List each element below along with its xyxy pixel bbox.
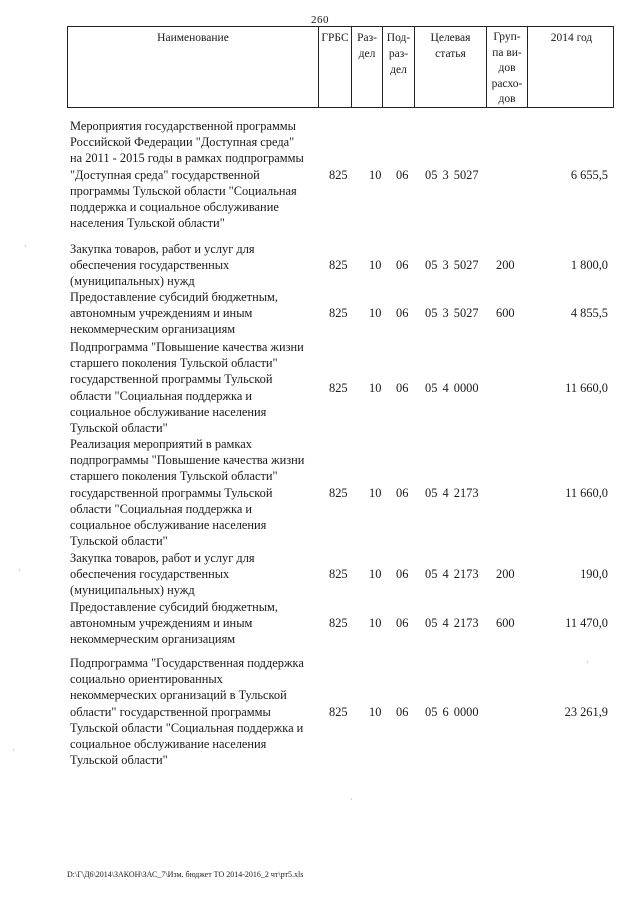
row-name-line: автономным учреждениям и иным [70,616,253,631]
row-name-line: социальное обслуживание населения [70,518,267,533]
grbs-cell: 825 [329,306,348,321]
header-podrazdel [382,27,414,107]
row-name-line: Российской Федерации "Доступная среда" [70,135,295,150]
row-name-line: (муниципальных) нужд [70,583,195,598]
row-name [70,655,318,768]
row-name-line: некоммерческих организаций в Тульской [70,688,287,703]
target-article-cell: 05 4 2173 [425,567,479,582]
row-name-line: населения Тульской области" [70,216,225,231]
razdel-cell: 10 [369,704,382,719]
header-year [527,27,615,107]
table-row [67,241,614,290]
header-grbs [318,27,351,107]
row-name [70,339,318,436]
row-name [70,550,318,599]
file-path-footer: D:\Г\Д6\2014\ЗАКОН\ЗАС_7\Изм. бюджет ТО 2014-2016_2 чт\рт5.xls [67,870,304,879]
header-target [414,27,486,107]
amount-cell: 11 470,0 [565,616,608,631]
header-podrazdel-line: Под- [386,32,411,44]
row-name-line: Закупка товаров, работ и услуг для [70,551,255,565]
row-name [70,436,318,549]
target-article-cell: 05 3 5027 [425,306,479,321]
table-row [67,436,614,549]
podrazdel-cell: 06 [396,485,409,500]
razdel-cell: 10 [369,616,382,631]
header-vid-line: расхо- [491,77,523,90]
podrazdel-cell: 06 [396,258,409,273]
header-razdel-line: дел [358,48,376,60]
header-razdel-line: Раз- [357,32,377,44]
table-row [67,289,614,338]
header-year-label: 2014 год [550,32,593,44]
expense-type-cell: 600 [496,616,515,631]
row-name-line: социальное обслуживание населения [70,404,267,419]
row-name-line: Реализация мероприятий в рамках [70,437,252,451]
amount-cell: 190,0 [580,567,608,582]
header-target-line: статья [435,48,466,60]
row-name-line: подпрограммы "Повышение качества жизни [70,453,305,468]
row-name-line: области "Социальная поддержка и [70,388,253,403]
amount-cell: 23 261,9 [564,704,608,719]
row-name-line: Предоставление субсидий бюджетным, [70,290,278,304]
header-name [68,27,318,107]
grbs-cell: 825 [329,485,348,500]
amount-cell: 11 660,0 [565,380,608,395]
razdel-cell: 10 [369,485,382,500]
expense-type-cell: 600 [496,306,515,321]
row-name-line: Подпрограмма "Повышение качества жизни [70,340,304,354]
row-name-line: области "Социальная поддержка и [70,501,253,516]
scan-speck: · [12,746,15,755]
podrazdel-cell: 06 [396,306,409,321]
target-article-cell: 05 4 2173 [425,485,479,500]
amount-cell: 4 855,5 [570,306,608,321]
row-name-line: социально ориентированных [70,672,223,687]
scan-speck: · [586,658,589,667]
row-name-line: Мероприятия государственной программы [70,119,296,133]
scan-speck: · [350,795,353,804]
header-podrazdel-line: дел [390,64,407,76]
grbs-cell: 825 [329,616,348,631]
target-article-cell: 05 4 2173 [425,616,479,631]
header-grbs-label: ГРБС [321,32,349,44]
row-name-line: социальное обслуживание населения [70,737,267,752]
grbs-cell: 825 [329,380,348,395]
row-name-line: обеспечения государственных [70,567,230,582]
row-name-line: старшего поколения Тульской области" [70,356,278,371]
target-article-cell: 05 4 0000 [425,380,479,395]
expense-type-cell: 200 [496,567,515,582]
row-name [70,118,318,231]
row-name-line: поддержка и социальное обслуживание [70,200,279,215]
header-vid [486,27,527,107]
row-name-line: некоммерческим организациям [70,322,236,337]
razdel-cell: 10 [369,167,382,182]
razdel-cell: 10 [369,567,382,582]
target-article-cell: 05 6 0000 [425,704,479,719]
row-name-line: Тульской области" [70,421,168,436]
header-razdel [351,27,382,107]
razdel-cell: 10 [369,258,382,273]
row-name-line: (муниципальных) нужд [70,274,195,289]
podrazdel-cell: 06 [396,567,409,582]
amount-cell: 11 660,0 [565,485,608,500]
row-name-line: на 2011 - 2015 годы в рамках подпрограммы [70,151,304,166]
table-row [67,655,614,768]
target-article-cell: 05 3 5027 [425,167,479,182]
target-article-cell: 05 3 5027 [425,258,479,273]
amount-cell: 6 655,5 [570,167,608,182]
scan-speck: · [18,566,21,575]
expense-type-cell: 200 [496,258,515,273]
table-row [67,339,614,436]
grbs-cell: 825 [329,258,348,273]
header-podrazdel-line: раз- [388,48,409,60]
row-name-line: Закупка товаров, работ и услуг для [70,242,255,256]
header-vid-line: Груп- [493,31,521,43]
table-row [67,550,614,599]
scan-speck: · [24,242,27,251]
row-name-line: Тульской области" [70,753,168,768]
row-name-line: области" государственной программы [70,704,271,719]
podrazdel-cell: 06 [396,704,409,719]
row-name [70,289,318,338]
header-name-label: Наименование [157,32,229,44]
row-name-line: программы Тульской области "Социальная [70,183,297,198]
row-name-line: Тульской области" [70,534,168,549]
grbs-cell: 825 [329,567,348,582]
row-name-line: некоммерческим организациям [70,632,236,647]
row-name-line: Предоставление субсидий бюджетным, [70,600,278,614]
row-name-line: государственной программы Тульской [70,485,273,500]
header-target-line: Целевая [430,32,471,44]
podrazdel-cell: 06 [396,616,409,631]
row-name [70,241,318,290]
row-name-line: государственной программы Тульской [70,372,273,387]
amount-cell: 1 800,0 [570,258,608,273]
row-name-line: автономным учреждениям и иным [70,306,253,321]
table-header [67,26,614,108]
podrazdel-cell: 06 [396,380,409,395]
row-name [70,599,318,648]
row-name-line: Подпрограмма "Государственная поддержка [70,656,304,670]
row-name-line: "Доступная среда" государственной [70,167,260,182]
header-vid-line: па ви- [492,46,522,59]
grbs-cell: 825 [329,167,348,182]
row-name-line: старшего поколения Тульской области" [70,469,278,484]
header-vid-line: дов [498,62,516,74]
razdel-cell: 10 [369,306,382,321]
table-row [67,118,614,231]
page-number: 260 [311,14,329,26]
razdel-cell: 10 [369,380,382,395]
table-row [67,599,614,648]
header-vid-line: дов [498,93,516,105]
row-name-line: Тульской области "Социальная поддержка и [70,720,304,735]
row-name-line: обеспечения государственных [70,258,230,273]
podrazdel-cell: 06 [396,167,409,182]
grbs-cell: 825 [329,704,348,719]
